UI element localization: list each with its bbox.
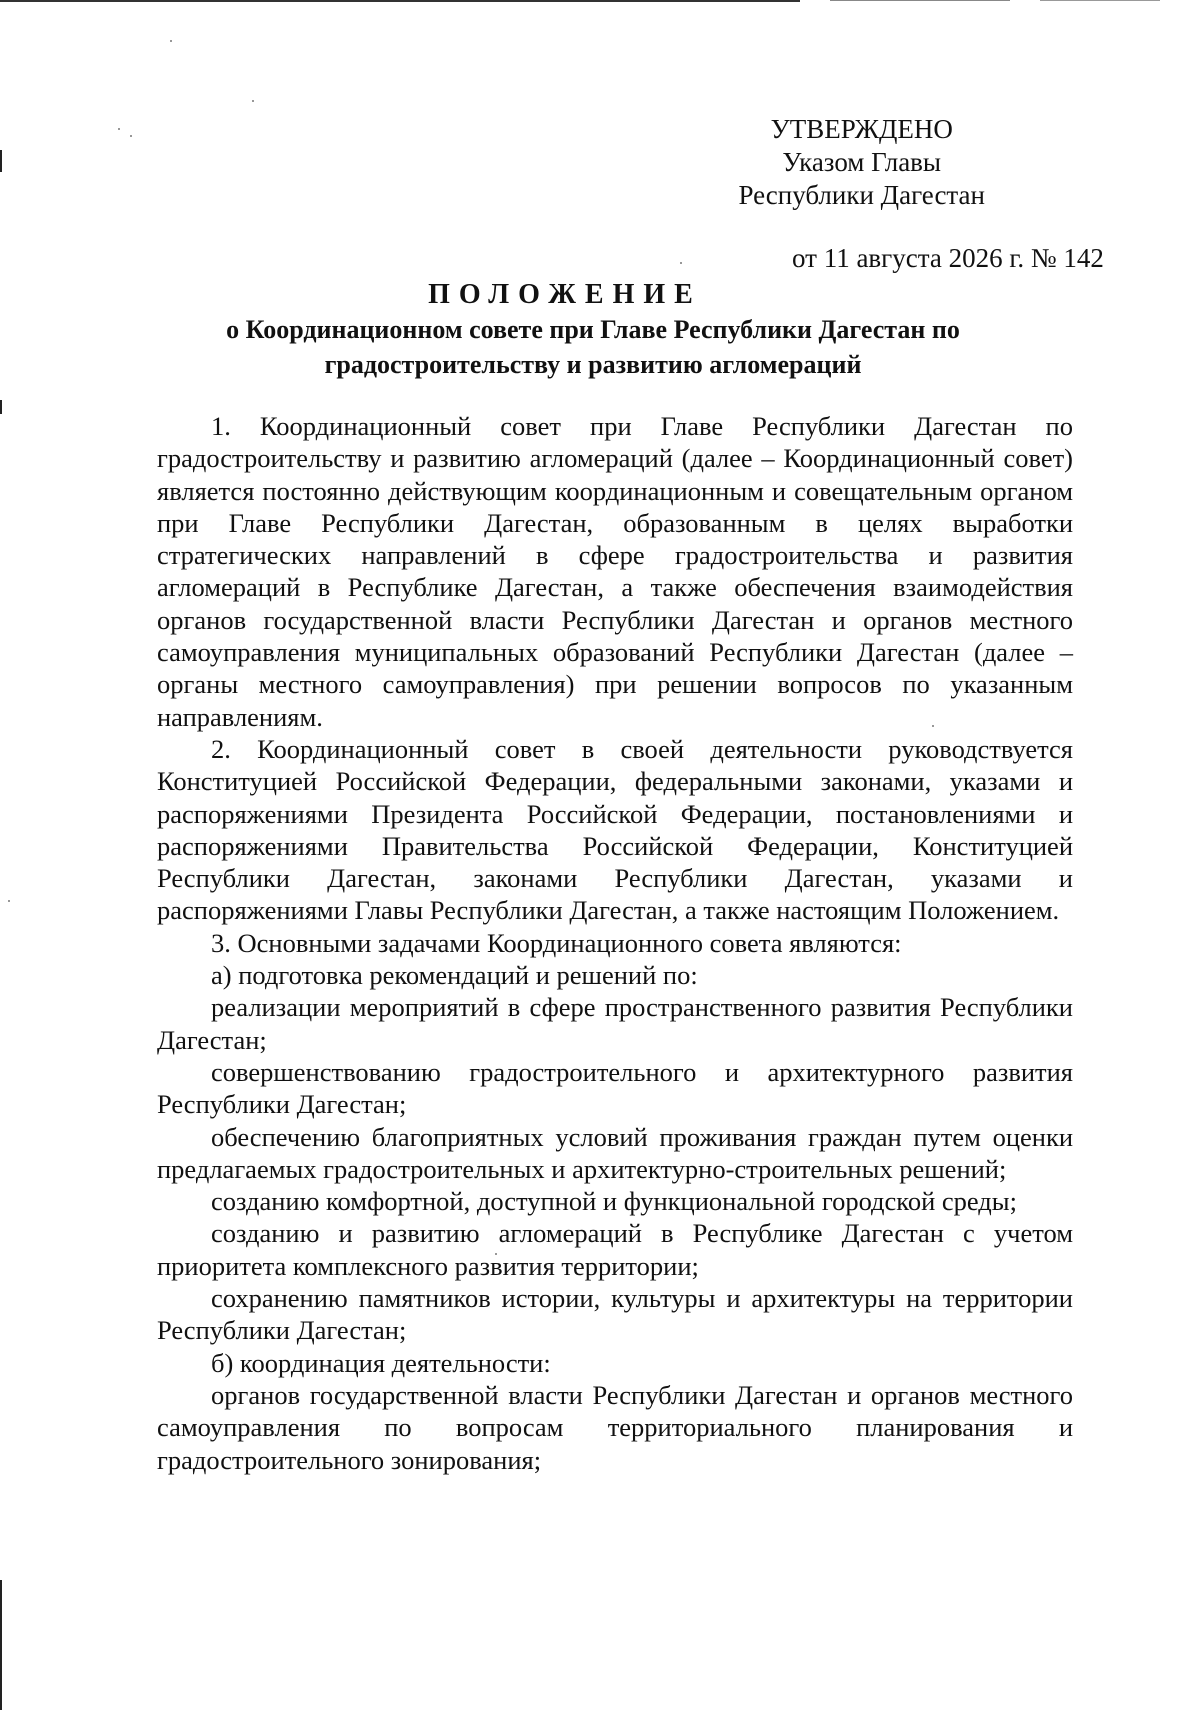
paragraph-3: 3. Основными задачами Координационного совета являются: [211, 927, 902, 958]
scan-edge-line [1040, 0, 1160, 1]
list-item: обеспечению благоприятных условий проживания граждан путем оценки предлагаемых градостроительных и архитектурно-строительных решений; [157, 1121, 1073, 1184]
scan-edge-line [830, 0, 1010, 1]
list-item: созданию комфортной, доступной и функциональной городской среды; [211, 1186, 1017, 1217]
scan-speck [118, 128, 120, 130]
decree-date-number: от 11 августа 2026 г. № 142 [792, 243, 1104, 273]
scan-margin-mark [0, 150, 2, 172]
subtitle-line: градостроительству и развитию агломераций [324, 350, 862, 379]
document-subtitle [150, 312, 1036, 382]
subitem-b: б) координация деятельности: [211, 1347, 551, 1378]
scan-margin-mark [0, 1580, 2, 1710]
scan-speck [8, 900, 10, 902]
scan-edge-line [0, 0, 800, 2]
scan-speck [680, 262, 682, 264]
scan-speck [170, 40, 172, 42]
scan-margin-mark [0, 400, 2, 414]
list-item: сохранению памятников истории, культуры и архитектуры на территории Республики Дагестан; [157, 1283, 1073, 1346]
list-item: созданию и развитию агломераций в Республике Дагестан с учетом приоритета комплексного развития территории; [157, 1218, 1073, 1281]
subitem-a: а) подготовка рекомендаций и решений по: [211, 960, 698, 991]
document-body [157, 410, 1073, 1476]
paragraph-1: 1. Координационный совет при Главе Республики Дагестан по градостроительству и развитию агломераций (далее – Координационный совет) является постоянно действующим координационным и совещательным органом при Главе Республики Дагестан, образованным в целях выработки стратегических направлений в сфере градостроительства и развития агломераций в Республике Дагестан, а также обеспечения взаимодействия органов государственной власти Республики Дагестан и органов местного самоуправления муниципальных образований Республики Дагестан (далее – органы местного самоуправления) при решении вопросов по указанным направлениям. [157, 411, 1073, 732]
approval-stamp-block [738, 113, 985, 212]
approved-label: УТВЕРЖДЕНО [770, 114, 953, 144]
subtitle-line: о Координационном совете при Главе Республики Дагестан по [226, 315, 960, 344]
paragraph-2: 2. Координационный совет в своей деятельности руководствуется Конституцией Российской Федерации, федеральными законами, указами и распоряжениями Президента Российской Федерации, постановлениями и распоряжениями Правительства Российской Федерации, Конституцией Республики Дагестан, законами Республики Дагестан, указами и распоряжениями Главы Республики Дагестан, а также настоящим Положением. [157, 733, 1073, 926]
scan-speck [252, 100, 254, 102]
scan-speck [130, 135, 132, 137]
republic-label: Республики Дагестан [738, 180, 985, 210]
list-item: органов государственной власти Республики Дагестан и органов местного самоуправления по вопросам территориального планирования и градостроительного зонирования; [157, 1379, 1073, 1475]
document-title: ПОЛОЖЕНИЕ [428, 279, 702, 310]
list-item: совершенствованию градостроительного и архитектурного развития Республики Дагестан; [157, 1056, 1073, 1120]
list-item: реализации мероприятий в сфере пространственного развития Республики Дагестан; [157, 992, 1073, 1055]
decree-label: Указом Главы [782, 147, 942, 177]
